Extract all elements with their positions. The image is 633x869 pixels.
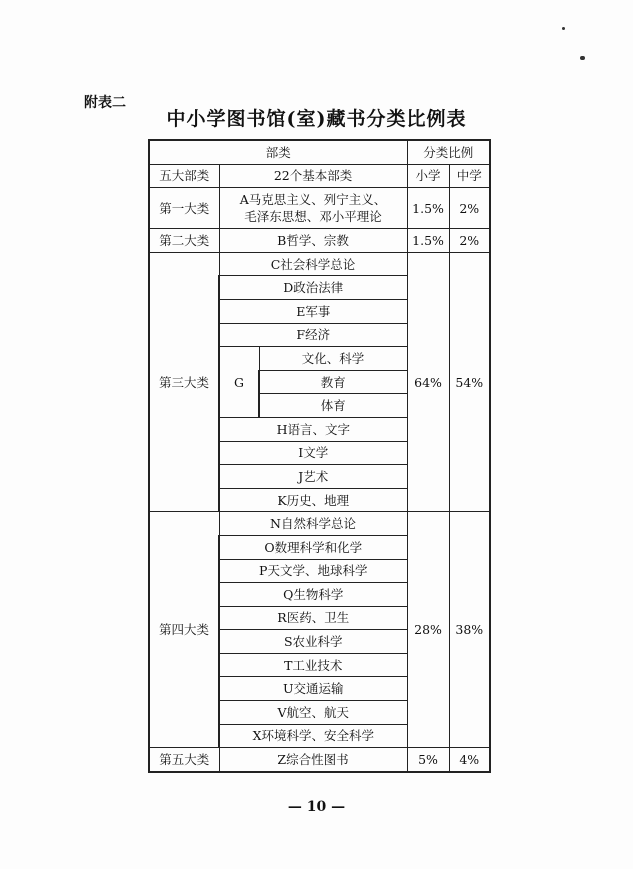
header-twenty-two: 22个基本部类: [219, 164, 407, 188]
appendix-label: 附表二: [84, 95, 126, 111]
scan-speck: [562, 27, 565, 30]
class4-item: O数理科学和化学: [219, 535, 407, 559]
class2-name: 第二大类: [149, 229, 219, 253]
class3-g-subitem: 文化、科学: [259, 347, 407, 371]
class3-item: E军事: [219, 299, 407, 323]
class4-item: T工业技术: [219, 653, 407, 677]
class1-item-line2: 毛泽东思想、邓小平理论: [244, 209, 382, 225]
class3-name: 第三大类: [149, 252, 219, 512]
class3-item: C社会科学总论: [219, 252, 407, 276]
header-department: 部类: [149, 140, 407, 164]
class1-name: 第一大类: [149, 188, 219, 229]
class1-item-line1: A马克思主义、列宁主义、: [239, 192, 387, 208]
class4-name: 第四大类: [149, 512, 219, 748]
class3-primary: 64%: [407, 252, 449, 512]
class4-item: X环境科学、安全科学: [219, 724, 407, 748]
class3-item: F经济: [219, 323, 407, 347]
header-ratio: 分类比例: [407, 140, 490, 164]
class5-row: [149, 748, 490, 772]
class4-item: Q生物科学: [219, 583, 407, 607]
class3-item: J艺术: [219, 465, 407, 489]
class3-g-subitem: 教育: [259, 370, 407, 394]
class3-row: [149, 252, 490, 276]
scan-speck: [580, 56, 585, 60]
class4-item: S农业科学: [219, 630, 407, 654]
class2-middle: 2%: [449, 229, 490, 253]
class3-g-subitem: 体育: [259, 394, 407, 418]
class4-item: P天文学、地球科学: [219, 559, 407, 583]
class1-middle: 2%: [449, 188, 490, 229]
class3-item: I文学: [219, 441, 407, 465]
page-number: — 10 —: [287, 799, 346, 815]
classification-table: [148, 139, 491, 773]
class5-middle: 4%: [449, 748, 490, 772]
class4-item: U交通运输: [219, 677, 407, 701]
class3-item: D政治法律: [219, 276, 407, 300]
class3-g-label: G: [219, 347, 259, 418]
class2-primary: 1.5%: [407, 229, 449, 253]
class5-primary: 5%: [407, 748, 449, 772]
header-row-1: [149, 140, 490, 164]
class5-name: 第五大类: [149, 748, 219, 772]
class2-row: [149, 229, 490, 253]
class4-item: R医药、卫生: [219, 606, 407, 630]
class4-item: V航空、航天: [219, 701, 407, 725]
class2-item: B哲学、宗教: [219, 229, 407, 253]
class3-middle: 54%: [449, 252, 490, 512]
page-title: 中小学图书馆(室)藏书分类比例表: [166, 108, 467, 130]
class1-item: [219, 188, 407, 229]
class4-middle: 38%: [449, 512, 490, 748]
class5-item: Z综合性图书: [219, 748, 407, 772]
class3-item: H语言、文字: [219, 417, 407, 441]
class4-primary: 28%: [407, 512, 449, 748]
header-row-2: [149, 164, 490, 188]
class3-item: K历史、地理: [219, 488, 407, 512]
header-five-major: 五大部类: [149, 164, 219, 188]
class1-row: [149, 188, 490, 229]
header-primary: 小学: [407, 164, 449, 188]
header-middle: 中学: [449, 164, 490, 188]
class4-item: N自然科学总论: [219, 512, 407, 536]
class4-row: [149, 512, 490, 536]
class1-primary: 1.5%: [407, 188, 449, 229]
